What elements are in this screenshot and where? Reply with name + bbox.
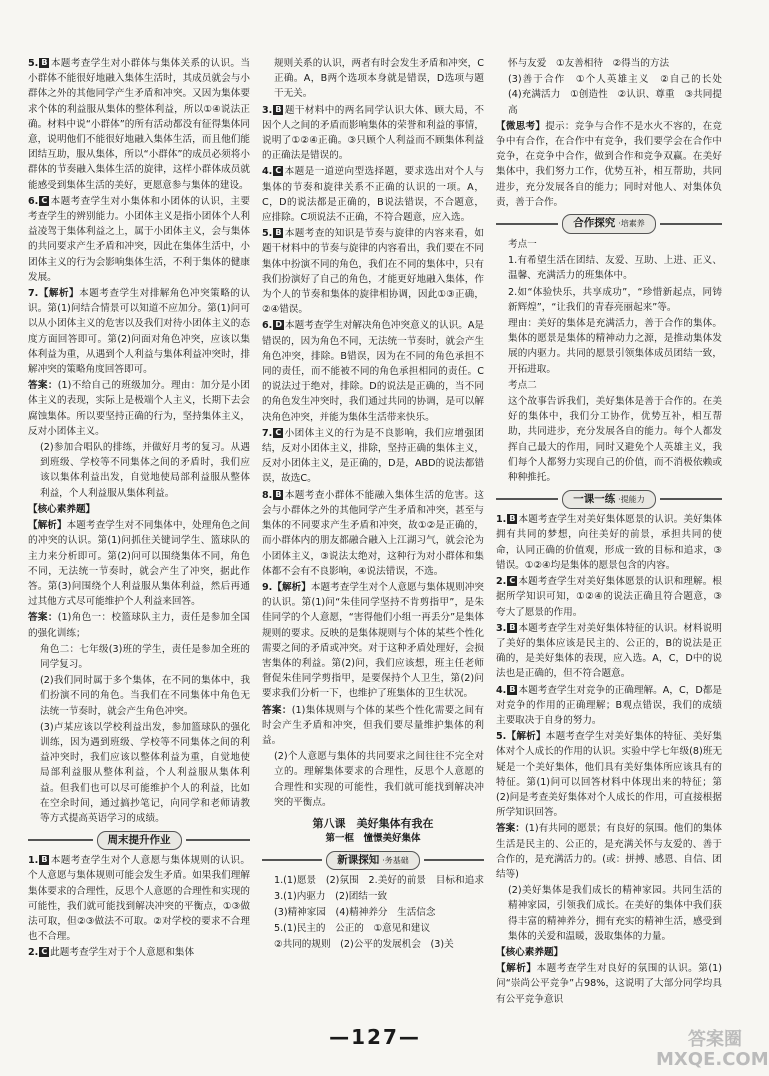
- analysis-tag: 【解析】: [38, 288, 80, 300]
- answer-item: [496, 961, 722, 1007]
- answer-paragraph: [28, 720, 250, 826]
- answer-paragraph: [496, 394, 722, 485]
- item-text: (2)美好集体是我们成长的精神家园。共同生活的精神家园，引领我们成长。在美好的集体中我们获得丰富的精神养分，拥有充实的精神生活，感受到集体的关爱和温暖，汲取集体的力量。: [508, 885, 722, 942]
- answer-label: 答案：: [28, 380, 58, 392]
- item-text: 此题考查学生对于个人意愿和集体: [50, 947, 195, 959]
- answer-item: [28, 945, 250, 960]
- analysis-tag: 【解析】: [272, 581, 311, 593]
- answer-item: [262, 580, 484, 702]
- answer-letter: B: [41, 855, 48, 865]
- item-number: 6.: [28, 195, 39, 207]
- answer-label: 答案：: [28, 612, 58, 624]
- item-text: (2)参加合唱队的排练，并做好月考的复习。从遇到班级、学校等不同集体之间的矛盾时，我们应该以集体利益出发，自觉地使局部利益服从整体利益，个人利益服从集体利益。: [40, 442, 250, 499]
- item-number: 1.: [28, 855, 39, 867]
- answer-item: [28, 56, 250, 193]
- answer-paragraph: [496, 378, 722, 393]
- answer-letter: B: [509, 514, 516, 524]
- section-header-text: 新课探知: [337, 853, 380, 866]
- answer-item: [496, 574, 722, 620]
- answer-item: [28, 518, 250, 609]
- item-text: 本题考查学生对美好集体特征的认识。材料说明了美好的集体应该是民主的、公正的，B的说法是正确的，是美好集体的表现，应入选。A，C，D中的说法也是正确的，但不符合题意。: [496, 622, 722, 680]
- item-text: 本题是一道逆向型选择题，要求选出对个人与集体的节奏和旋律关系不正确的认识的一项。A，C，D的说法都是正确的，B说法错误，不合题意，应排除。C项说法不正确，不符合题意，应入选。: [262, 166, 484, 224]
- answer-paragraph: [496, 253, 722, 283]
- answer-item: [262, 318, 484, 424]
- page-body: [28, 56, 732, 1016]
- answer-paragraph: [262, 921, 484, 936]
- answer-item: [262, 426, 484, 487]
- answer-paragraph: [262, 703, 484, 749]
- item-text: 本题考查学生对不同集体中，处理角色之间的冲突的认识。第(1)问抓住关键词学生、篮球队的主力来分析即可。第(2)问可以围绕集体不同，角色不同，无法统一节奏时，就会产生了冲突，据此作答。第(3)问围绕个人利益服从集体利益，然后再通过其他方式尽可能维护个人利益来回答。: [28, 520, 251, 608]
- analysis-tag: 【解析】: [496, 963, 537, 975]
- answer-paragraph: [28, 378, 250, 439]
- section-header: [496, 490, 722, 508]
- answer-paragraph: [496, 119, 722, 210]
- item-number: 4.: [262, 166, 273, 178]
- answer-paragraph: [28, 673, 250, 719]
- item-text: (1)集体规则与个体的某些个性化需要之间有时会产生矛盾和冲突，但我们要尽量维护集体的利益。: [262, 704, 485, 746]
- item-number: 5.: [28, 58, 39, 69]
- answer-item: [262, 226, 484, 317]
- section-label: 【核心素养题】: [28, 503, 96, 515]
- answer-label: 【微思考】: [496, 120, 546, 132]
- item-text: 这个故事告诉我们，美好集体是善于合作的。在美好的集体中，我们分工协作，优势互补，相互帮助，共同进步，充分发展各自的能力。每个人都发挥自己最大的作用，同时又避免个人英雄主义，我们每个人都努力实现自己的价值，而不消极依赖或种种推托。: [508, 396, 722, 484]
- analysis-tag: 【解析】: [28, 520, 67, 532]
- section-header-title: [562, 214, 656, 233]
- answer-item: [28, 853, 250, 944]
- answer-item: [262, 103, 484, 164]
- answer-item: [496, 512, 722, 573]
- answer-letter: C: [41, 195, 48, 205]
- item-number: 2.: [496, 576, 507, 588]
- section-header-sub: ·务基础: [382, 855, 409, 865]
- column-right: [496, 56, 732, 1008]
- answer-paragraph: [262, 749, 484, 810]
- item-text: 题干材料中的两名同学认识大体、顾大局，不因个人之间的矛盾而影响集体的荣誉和利益的事情，说明了①②④正确。③只顾个人利益而不顾集体利益的正确法是错误的。: [262, 104, 484, 162]
- item-text: 理由：美好的集体是充满活力，善于合作的集体。集体的愿景是集体的精神动力之源，是推动集体发展的内驱力。共同的愿景引领集体成员团结一致，开拓进取。: [508, 318, 722, 375]
- item-text: (2)我们同时属于多个集体，在不同的集体中，我们扮演不同的角色。当我们在不同集体中角色无法统一节奏时，就会产生角色冲突。: [40, 675, 250, 717]
- answer-label: 答案：: [262, 704, 292, 716]
- answer-paragraph: [496, 883, 722, 944]
- answer-letter: C: [275, 166, 282, 176]
- answer-letter: B: [41, 58, 48, 67]
- section-header: [28, 831, 250, 849]
- item-text: 本题考查学生对美好集体愿景的认识和理解。根据所学知识可知，①②④的说法正确且符合题意，③夸大了愿景的作用。: [496, 576, 722, 618]
- section-header-title: [562, 490, 656, 509]
- item-number: 4.: [496, 684, 507, 696]
- section-header-title: [326, 851, 420, 870]
- item-number: 5.: [496, 731, 507, 743]
- answer-item: [28, 286, 250, 377]
- column-middle: [262, 56, 494, 953]
- item-number: 1.: [496, 514, 507, 526]
- answer-item: [496, 683, 722, 729]
- item-text: 本题考查学生对个人意愿与集体规则的认识。个人意愿与集体规则可能会发生矛盾。如果我们理解集体要求的合理性，反思个人意愿的合理性和实现的可能性，我们就可能找到解决冲突的平衡点，①③做法可取，但②③做法不可取。②对学校的要求不合理也不合理。: [28, 855, 250, 943]
- answer-paragraph: [28, 610, 250, 640]
- answer-item: [262, 164, 484, 225]
- item-text: 提示：竞争与合作不是水火不容的，在竞争中有合作，在合作中有竞争，我们要学会在合作中竞争，在竞争中合作，做到合作和竞争双赢。在美好集体中，我们努力工作，优势互补，相互帮助，共同进步，充分发展各自的能力；同时对他人、对集体负责，善于合作。: [496, 120, 723, 208]
- answer-letter: C: [509, 576, 516, 586]
- answer-paragraph: [496, 285, 722, 315]
- item-text: 本题考查的知识是节奏与旋律的内容来看，如题干材料中的节奏与旋律的内容看出，我们要在不同集体中扮演不同的角色，我们在不同的集体中，只有我们扮演好了自己的角色，才能更好地融入集体，作为个人的节奏和集体的旋律相协调，因此①③正确，②④错误。: [262, 228, 484, 316]
- section-header: [262, 851, 484, 869]
- item-text: (1)不给自己的班级加分。理由：加分是小团体主义的表现，实际上是极端个人主义，长期下去会腐蚀集体。所以要坚持正确的行为，坚持集体主义，反对小团体主义。: [28, 380, 251, 437]
- item-text: (1)角色一：校篮球队主力，责任是参加全国的强化训练；: [28, 612, 251, 639]
- item-text: (1)有共同的愿景；有良好的氛围。他们的集体生活是民主的、公正的，是充满关怀与友爱的、善于合作的，是充满活力的。(或：拼搏、感恩、自信、团结等): [496, 823, 722, 880]
- item-text: 本题考查学生对解决角色冲突意义的认识。A是错误的，因为角色不同，无法统一节奏时，就会产生角色冲突，排除。B错误，因为在不同的角色承担不同的责任，而不能被不同的角色承担相同的责任。C的说法过于绝对，排除。D的说法是正确的，当不同的角色发生冲突时，我们通过共同的协调，是可以解决角色冲突，并能为集体生活带来快乐。: [262, 320, 484, 423]
- answer-letter: B: [509, 684, 516, 694]
- answer-paragraph: [496, 316, 722, 377]
- section-header: [496, 215, 722, 233]
- answer-letter: C: [275, 427, 282, 437]
- answer-paragraph: [262, 905, 484, 920]
- answer-letter: B: [275, 104, 282, 114]
- item-text: 本题考查小群体不能融入集体生活的危害。这会与小群体之外的其他同学产生矛盾和冲突，甚至与集体的不同要求产生矛盾和冲突，故①②是正确的，而小群体内的朋友都融合融入上江湖习气，就会沦为小团体主义，③说法太绝对，这种行为对小群体和集体都不会有不良影响，④说法错误，不选。: [262, 489, 484, 577]
- item-text: (2)个人意愿与集体的共同要求之间往往不完全对立的。理解集体要求的合理性，反思个人意愿的合理性和实现的可能性，我们就可能找到解决冲突的平衡点。: [274, 751, 484, 808]
- item-text: 本题考查学生对良好的氛围的认识。第(1)问“崇尚公平竞争”占98%，这说明了大部分同学均具有公平竞争意识: [496, 963, 723, 1005]
- section-label: 【核心素养题】: [496, 946, 564, 958]
- answer-paragraph: [496, 237, 722, 252]
- item-text: 本题考查学生对竞争的正确理解。A，C，D都是对竞争的作用的正确理解；B观点错误，我们的成绩主要取决于自身的努力。: [496, 684, 722, 726]
- answer-item: [496, 729, 722, 820]
- lesson-title: 第八课 美好集体有我在: [312, 816, 434, 830]
- item-text: 角色二：七年级(3)班的学生，责任是参加全班的同学复习。: [40, 643, 250, 670]
- answer-letter: D: [275, 320, 282, 330]
- item-text: 5.(1)民主的 公正的 ①意见和建议: [274, 922, 431, 934]
- item-text: 1.(1)愿景 (2)氛围 2.美好的前景 目标和追求 3.(1)内驱力 (2)团结一致: [274, 875, 494, 902]
- section-header-sub: ·培素养: [618, 219, 645, 229]
- item-number: 8.: [262, 489, 273, 501]
- item-number: 7.: [262, 427, 273, 439]
- answer-paragraph: [496, 72, 732, 118]
- item-text: ②共同的规则 (2)公平的发展机会 (3)关: [274, 939, 454, 951]
- answer-paragraph: [28, 642, 250, 672]
- item-text: (3)卢某应该以学校利益出发，参加篮球队的强化训练，因为遇到班级、学校等不同集体之间的利益冲突时，我们应该以整体利益为重，自觉地使局部利益服从整体利益，个人利益服从集体利益。但我们也可以尽可能维护个人的利益，比如在空余时间，通过搞抄笔记，向同学和老师请教等方式提高英语学习的成绩。: [40, 721, 250, 824]
- answer-letter: B: [509, 622, 516, 632]
- section-header-text: 周末提升作业: [107, 833, 171, 846]
- item-text: 怀与友爱 ①友善相待 ②得当的方法: [508, 58, 670, 69]
- section-header-text: 合作探究: [573, 217, 616, 230]
- item-text: (3)善于合作 ①个人英雄主义 ②自己的长处 (4)充满活力 ①创造性 ②认识、尊重 ③共同提高: [508, 74, 732, 116]
- item-number: 6.: [262, 320, 273, 332]
- answer-paragraph: [496, 821, 722, 882]
- item-number: 2.: [28, 947, 39, 959]
- page-number: —127—: [329, 1025, 421, 1049]
- item-text: 本题考查学生对排解角色冲突策略的认识。第(1)问结合情景可以知道不应加分。第(1)问可以从小团体主义的危害以及我们对待小团体主义的态度方面回答即可。第(2)问面对角色冲突，应该以集体利益为重，从遇到个人利益与集体利益冲突时，排解冲突的策略角度回答即可。: [28, 288, 251, 376]
- answer-paragraph: [496, 56, 722, 71]
- column-left: [28, 56, 250, 962]
- answer-letter: B: [275, 228, 282, 238]
- answer-item: [262, 488, 484, 579]
- answer-item: [28, 194, 250, 285]
- answer-letter: C: [41, 947, 48, 957]
- item-number: 7.: [28, 288, 39, 300]
- answer-paragraph: [262, 937, 484, 952]
- answer-paragraph: [262, 873, 494, 903]
- item-text: 本题考查学生对小群体与集体关系的认识。当小群体不能很好地融入集体生活时，其成员就会与小群体之外的其他同学产生矛盾和冲突。又因为集体要求个体的利益服从集体的整体利益，所以①④说法正确。材料中说“小群体”的所有活动都没有征得集体同意，说明他们不能很好地融入集体生活，而且他们能团结互助，服从集体，所以“小群体”的成员必须将小群体的节奏融入集体生活的旋律，这样小群体成员就能感受到集体生活的美好，更愿意参与集体的建设。: [28, 58, 250, 191]
- lesson-subtitle: 第一框 憧憬美好集体: [325, 833, 421, 845]
- section-header-text: 一课一练: [573, 492, 616, 505]
- item-text: 本题考查学生对小集体和小团体的认识，主要考查学生的辨别能力。小团体主义是指小团体个人利益凌驾于集体利益之上，属于小团体主义，会与集体的共同要求产生矛盾和冲突，因此在集体生活中，小团体主义的行为会影响集体生活，不利于集体的健康发展。: [28, 195, 250, 283]
- item-text: 考点一: [508, 239, 537, 251]
- item-number: 5.: [262, 228, 273, 240]
- watermark-logo: 答案圈 MXQE.COM: [656, 1029, 769, 1070]
- section-header-sub: ·提能力: [618, 494, 645, 504]
- answer-item: [496, 621, 722, 682]
- item-number: 9.: [262, 581, 273, 593]
- item-text: 考点二: [508, 379, 537, 391]
- analysis-tag: 【解析】: [506, 731, 546, 743]
- section-header-title: [97, 831, 182, 850]
- item-number: 3.: [496, 622, 507, 634]
- item-text: 本题考查学生对个人意愿与集体规则冲突的认识。第(1)问“朱佳同学坚持不肯剪指甲”，是朱佳同学的个人意愿，“害得他们小组一再丢分”是集体规则的要求。反映的是集体规则与个体的某些个性化需要之间的矛盾或冲突。对于这种矛盾处理好，会损害集体的利益。第(2)问，我们应该想，班主任老师督促朱佳同学剪指甲，是要保持个人卫生，第(2)问要求我们分析一下，也维护了班集体的卫生状况。: [262, 581, 485, 700]
- item-text: (3)精神家园 (4)精神养分 生活信念: [274, 906, 436, 918]
- answer-paragraph: [262, 56, 484, 102]
- item-text: 本题考查学生对美好集体的特征、美好集体对个人成长的作用的认识。实验中学七年级(8)班无疑是一个美好集体，他们具有美好集体所应该具有的特征。第(1)问可以回答材料中体现出来的特征；第(2)问是考查美好集体对个人成长的作用，可直接根据所学知识回答。: [496, 731, 723, 819]
- answer-paragraph: [28, 440, 250, 501]
- item-number: 3.: [262, 104, 273, 116]
- item-text: 小团体主义的行为是不良影响，我们应增强团结，反对小团体主义，排除，坚持正确的集体主义，反对小团体主义，是正确的，D是，ABD的说法都错误，故选C。: [262, 427, 484, 485]
- item-text: 本题考查学生对美好集体愿景的认识。美好集体拥有共同的梦想，向往美好的前景，承担共同的使命，认同正确的价值观，形成一致的目标和追求，③错误。①②④均是集体的愿景包含的内容。: [496, 514, 722, 571]
- answer-letter: B: [275, 489, 282, 499]
- answer-label: 答案：: [496, 823, 525, 835]
- item-text: 2.如“体验快乐，共享成功”，“珍惜新起点，同铸新辉煌”，“让我们的青春亮丽起来”等。: [508, 286, 722, 313]
- item-text: 规则关系的认识，两者有时会发生矛盾和冲突，C正确。A，B两个选项本身就是错误，D选项与题干无关。: [274, 58, 484, 100]
- item-text: 1.有希望生活在团结、友爱、互助、上进、正义、温馨、充满活力的班集体中。: [508, 255, 722, 282]
